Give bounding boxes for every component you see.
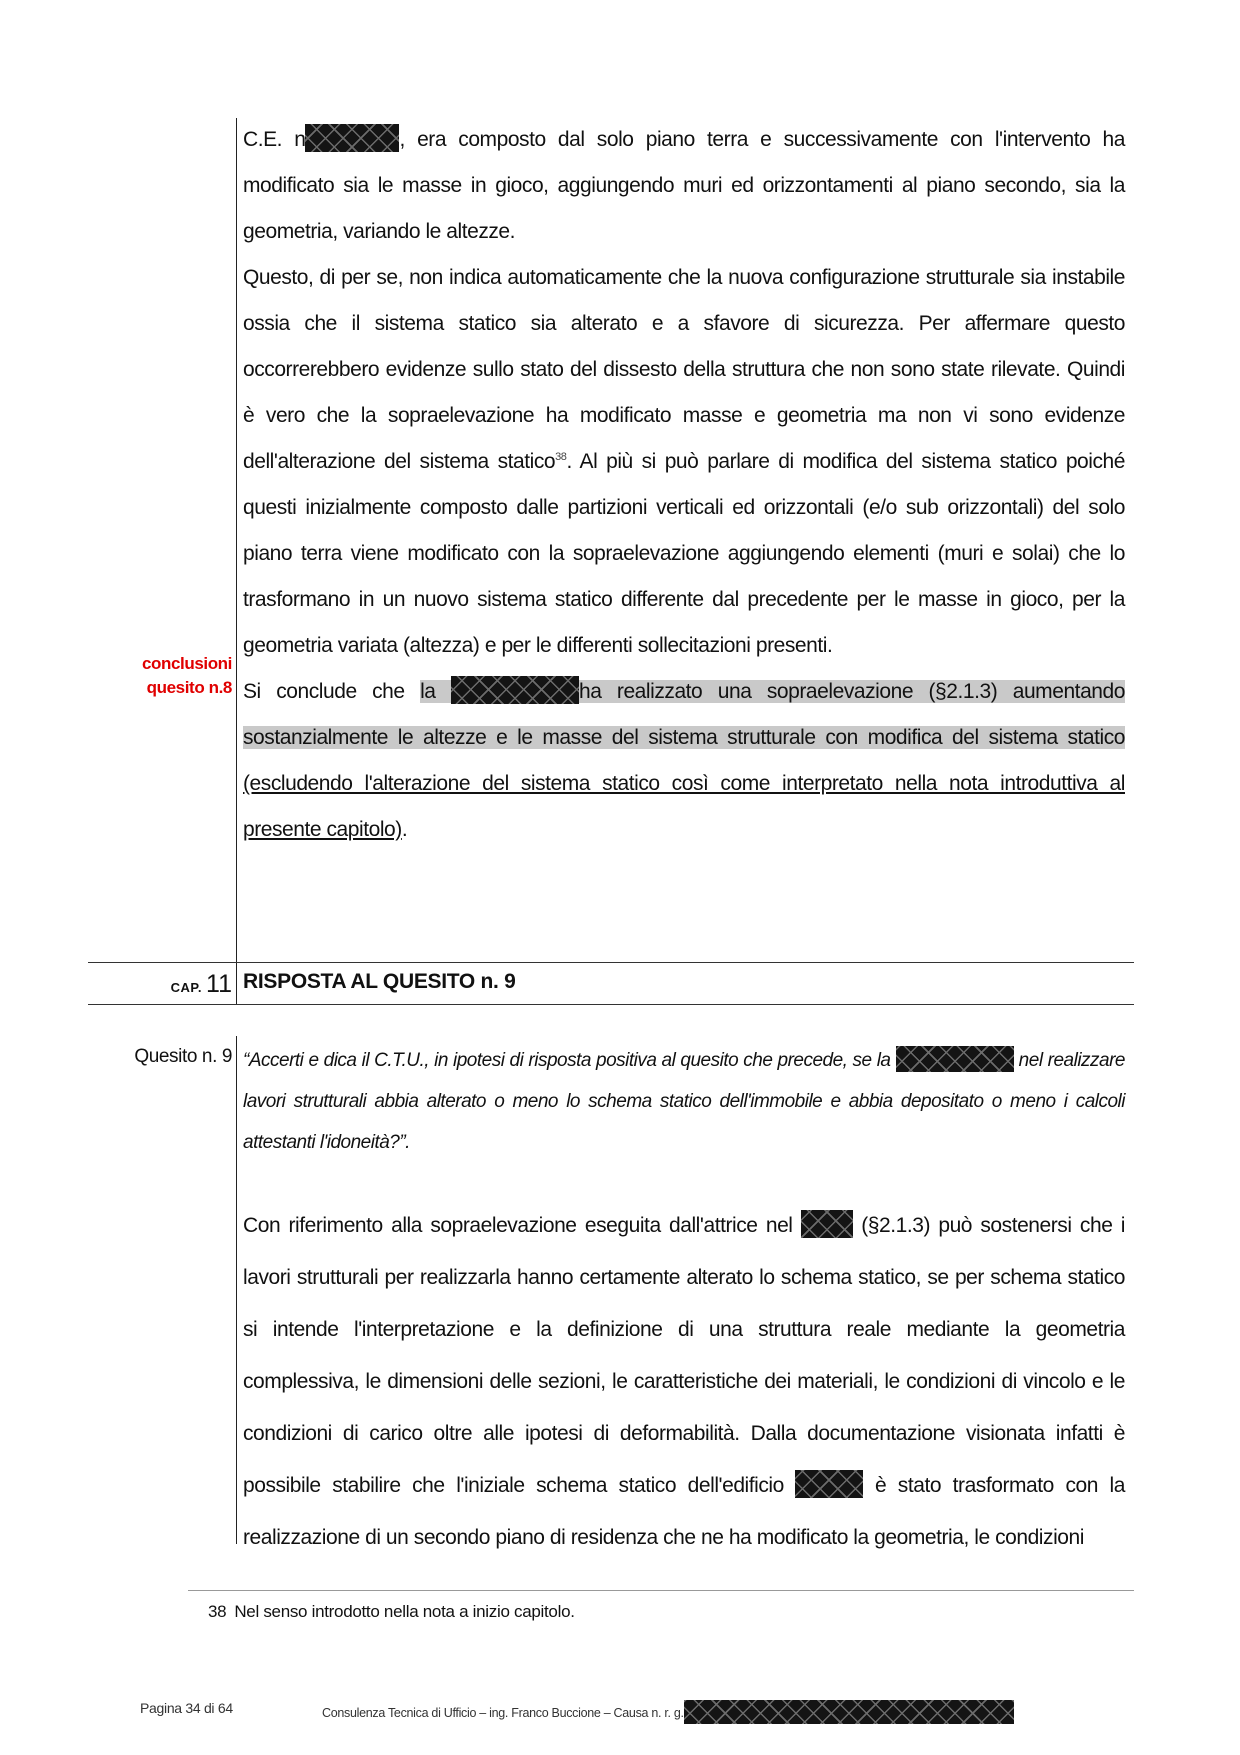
quesito-quote: “Accerti e dica il C.T.U., in ipotesi di risposta positiva al quesito che precede, se la nel realizzare lavori strutturali abbia alterato o meno lo schema statico dell'immobile e abbia depositato o meno i calcoli attestanti l'idoneità?”.	[243, 1040, 1125, 1163]
chapter-title: RISPOSTA AL QUESITO n. 9	[243, 970, 516, 993]
redaction-block	[305, 124, 399, 152]
footnote-text: Nel senso introdotto nella nota a inizio capitolo.	[234, 1602, 575, 1621]
chapter-number: 11	[206, 970, 232, 998]
paragraph-static-system: Questo, di per se, non indica automaticamente che la nuova configurazione strutturale sia instabile ossia che il sistema statico sia alterato e a sfavore di sicurezza. Per affermare questo occorrerebbero evidenze sullo stato del dissesto della struttura che non sono state rilevate. Quindi è vero che la sopraelevazione ha modificato masse e geometria ma non vi sono evidenze dell'alterazione del sistema statico$^{38}$. Al più si può parlare di modifica del sistema statico poiché questi inizialmente composto dalle partizioni verticali ed orizzontali (e/o sub orizzontali) del solo piano terra viene modificato con la sopraelevazione aggiungendo elementi (muri e solai) che lo trasformano in un nuovo sistema statico differente dal precedente per le masse in gioco, per la geometria variata (altezza) e per le differenti sollecitazioni presenti.	[243, 266, 1125, 657]
margin-rule-chapter	[236, 962, 237, 1004]
underlined-note: (escludendo l'alterazione del sistema statico così come interpretato nella nota introduttiva al presente capitolo)	[243, 772, 1125, 841]
footer-reference: Consulenza Tecnica di Ufficio – ing. Franco Buccione – Causa n. r. g.	[322, 1700, 1014, 1724]
redaction-block	[896, 1046, 1014, 1072]
margin-rule-upper	[236, 118, 237, 962]
chapter-label	[120, 970, 232, 1006]
quesito-label: Quesito n. 9	[134, 1046, 232, 1067]
previous-section-text	[243, 117, 1125, 853]
redaction-block	[451, 676, 579, 704]
redaction-block	[795, 1470, 863, 1498]
paragraph-structure-change: C.E. n , era composto dal solo piano terra e successivamente con l'intervento ha modificato sia le masse in gioco, aggiungendo muri ed orizzontamenti al piano secondo, sia la geometria, variando le altezze.	[243, 117, 1125, 255]
chapter-rule-top	[88, 962, 1134, 963]
footnote	[208, 1602, 575, 1622]
footnote-reference[interactable]: 38	[555, 451, 567, 463]
page-number: Pagina 34 di 64	[140, 1700, 233, 1716]
chapter-word: CAP.	[170, 980, 203, 995]
footnote-number: 38	[208, 1602, 227, 1621]
redaction-block	[801, 1210, 853, 1238]
answer-text: Con riferimento alla sopraelevazione eseguita dall'attrice nel (§2.1.3) può sostenersi che i lavori strutturali per realizzarla hanno certamente alterato lo schema statico, se per schema statico si intende l'interpretazione e la definizione di una struttura reale mediante la geometria complessiva, le dimensioni delle sezioni, le caratteristiche dei materiali, le condizioni di vincolo e le condizioni di carico oltre alle ipotesi di deformabilità. Dalla documentazione visionata infatti è possibile stabilire che l'iniziale schema statico dell'edificio è stato trasformato con la realizzazione di un secondo piano di residenza che ne ha modificato la geometria, le condizioni	[243, 1200, 1125, 1564]
paragraph-conclusion: Si conclude che la ha realizzato una sopraelevazione (§2.1.3) aumentando sostanzialmente le altezze e le masse del sistema strutturale con modifica del sistema statico (escludendo l'alterazione del sistema statico così come interpretato nella nota introduttiva al presente capitolo).	[243, 669, 1125, 853]
redaction-block	[684, 1700, 1014, 1724]
highlighted-conclusion: la ha realizzato una sopraelevazione (§2.1.3) aumentando sostanzialmente le altezze e le masse del sistema strutturale con modifica del sistema statico	[243, 680, 1125, 749]
chapter-rule-bottom	[88, 1004, 1134, 1005]
margin-note-conclusioni: conclusioni quesito n.8	[141, 654, 232, 697]
margin-rule-lower	[236, 1036, 237, 1544]
footnote-separator	[188, 1590, 1134, 1591]
